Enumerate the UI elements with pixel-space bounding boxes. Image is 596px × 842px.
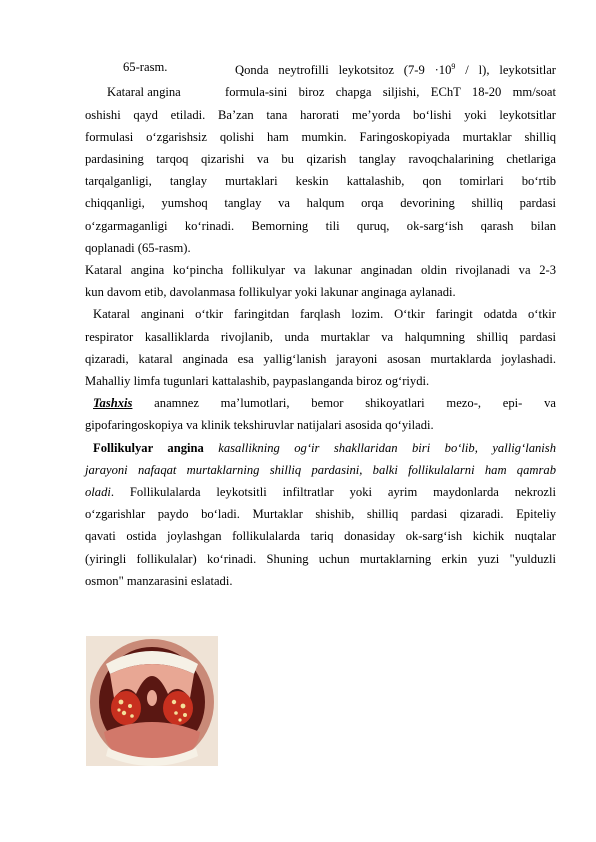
text-line: respirator kasalliklarda rivojlanib, unda murtaklar va halqumning shilliq pardasi: [85, 329, 556, 344]
body-text: [85, 56, 556, 592]
text-line: oshishi qayd etiladi. Ba’zan tana harorati me’yorda bo‘lishi yoki leykotsitlar: [85, 107, 556, 122]
text-line: gipofaringoskopiya va klinik tekshiruvlar natijalari asosida qo‘yiladi.: [85, 418, 434, 433]
text-line: Mahalliy limfa tugunlari kattalashib, paypaslanganda biroz og‘riydi.: [85, 374, 430, 389]
follicle-dot: [183, 713, 187, 717]
follicle-dot: [181, 704, 186, 709]
diagnosis-line: Tashxis anamnez ma’lumotlari, bemor shikoyatlari mezo-, epi- va: [93, 396, 556, 411]
figure-number: 65-rasm.: [123, 60, 168, 74]
text-line: qizaradi, kataral anginada esa yallig‘lanish jarayoni asosan murtaklarda joylashadi.: [85, 351, 556, 366]
text-run: Qonda neytrofilli leykotsitoz $(7-9 \cdot 10^9 / l)$, leykotsitlar: [235, 62, 556, 78]
follicle-dot: [122, 711, 126, 715]
follicular-heading-line: Follikulyar angina kasallikning og‘ir shakllaridan biri bo‘lib, yallig‘lanish: [93, 440, 556, 455]
follicle-dot: [172, 700, 176, 704]
right-tonsil: [163, 691, 193, 725]
text-line: jarayoni nafaqat murtaklarning shilliq pardasini, balki follikulalarni ham qamrab: [85, 462, 556, 477]
follicle-dot: [178, 718, 181, 721]
text-line: Kataral angina ko‘pincha follikulyar va lakunar anginadan oldin rivojlanadi va 2-3: [85, 263, 556, 278]
figure-title: Kataral angina: [107, 85, 181, 100]
diagnosis-term: Tashxis: [93, 396, 133, 411]
text-line: Kataral anginani o‘tkir faringitdan farqlash lozim. O‘tkir faringit odatda o‘tkir: [93, 307, 556, 322]
text-run: formula-sini biroz chapga siljishi, EChT 18-20 mm/soat: [225, 85, 556, 100]
throat-illustration: [86, 636, 218, 766]
text-line: o‘zgarmaganligi ko‘rinadi. Bemorning tili quruq, ok-sarg‘ish qarash bilan: [85, 218, 556, 233]
follicle-dot: [174, 711, 178, 715]
text-line: o‘zgarishlar paydo bo‘ladi. Murtaklar shishib, shilliq pardasi qizaradi. Epiteliy: [85, 507, 556, 522]
text-line: qavati ostida joylashgan follikulalarda tariq donasiday ok-sarg‘ish kichik nuqtalar: [85, 529, 556, 544]
follicle-dot: [117, 708, 120, 711]
uvula: [147, 690, 157, 706]
follicular-term: Follikulyar angina: [93, 440, 204, 455]
text-line: osmon" manzarasini eslatadi.: [85, 573, 233, 588]
text-line: (yiringli follikulalar) ko‘rinadi. Shuning uchun murtaklarning erkin yuzi "yulduzli: [85, 551, 556, 566]
text-line: pardasining tarqoq qizarishi va bu qizarish tanglay ravoqchalarining chetlariga: [85, 152, 556, 166]
text-line: tarqalganligi, tanglay murtaklari keskin kattalashib, qon tomirlari bo‘rtib: [85, 174, 556, 189]
left-tonsil: [111, 691, 141, 725]
paragraph-1-line-2: [85, 81, 556, 103]
paragraph-1-line-1: [85, 56, 556, 81]
text-line: qoplanadi (65-rasm).: [85, 240, 191, 255]
text-line: chiqqanligi, yumshoq tanglay va halqum orqa devorining shilliq pardasi: [85, 196, 556, 211]
follicle-dot: [130, 714, 134, 718]
text-line: oladi. Follikulalarda leykotsitli infiltratlar yoki ayrim maydonlarda nekrozli: [85, 485, 556, 500]
follicle-dot: [128, 704, 132, 708]
text-line: formulasi o‘zgarishsiz qolishi ham mumkin. Faringoskopiyada murtaklar shilliq: [85, 129, 556, 144]
follicle-dot: [119, 700, 124, 705]
text-line: kun davom etib, davolanmasa follikulyar yoki lakunar anginaga aylanadi.: [85, 285, 456, 300]
